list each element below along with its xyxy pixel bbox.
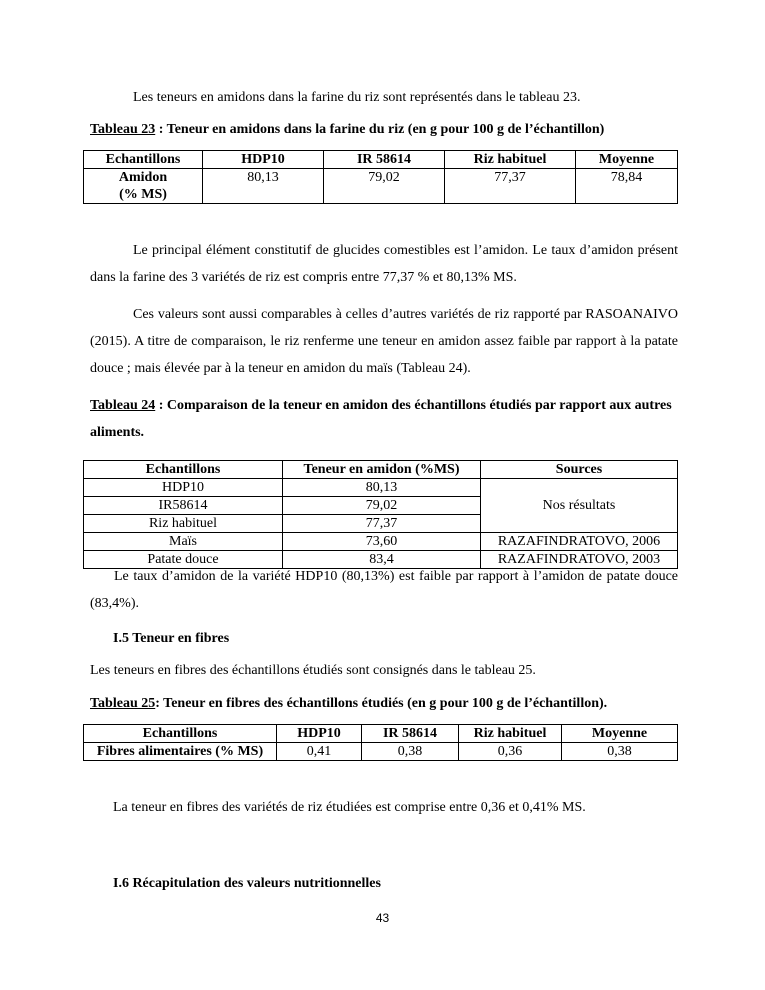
table-row [84, 743, 678, 761]
table-header-cell: Moyenne [576, 151, 678, 169]
paragraph-starch-range: Le principal élément constitutif de glucides comestibles est l’amidon. Le taux d’amidon présent dans la farine des 3 variétés de riz est compris entre 77,37 % et 80,13% MS. [90, 243, 678, 285]
table-header-cell: Moyenne [562, 725, 678, 743]
table-24-caption-label: Tableau 24 [90, 398, 156, 413]
table-23-caption [90, 116, 680, 143]
table-25-caption [90, 690, 680, 717]
table-header-cell: Teneur en amidon (%MS) [283, 461, 481, 479]
table-cell: Maïs [84, 533, 283, 551]
table-cell: 78,84 [576, 169, 678, 204]
table-cell: 73,60 [283, 533, 481, 551]
table-cell: 79,02 [283, 497, 481, 515]
table-23 [83, 150, 678, 204]
table-23-caption-label: Tableau 23 [90, 122, 156, 137]
table-header-cell: IR 58614 [362, 725, 459, 743]
table-cell: RAZAFINDRATOVO, 2003 [481, 551, 678, 569]
table-row [84, 169, 678, 204]
table-row-label: Fibres alimentaires (% MS) [84, 743, 277, 761]
table-header-cell: Sources [481, 461, 678, 479]
table-23-caption-text: : Teneur en amidons dans la farine du riz (en g pour 100 g de l’échantillon) [155, 122, 605, 137]
table-header-cell: Riz habituel [459, 725, 562, 743]
paragraph-fibres-range: La teneur en fibres des variétés de riz étudiées est comprise entre 0,36 et 0,41% MS. [113, 800, 586, 815]
table-cell: 79,02 [324, 169, 445, 204]
table-cell: 77,37 [445, 169, 576, 204]
table-row [84, 479, 678, 497]
table-header-cell: HDP10 [203, 151, 324, 169]
table-cell: 0,41 [277, 743, 362, 761]
table-cell: 80,13 [283, 479, 481, 497]
table-cell: 77,37 [283, 515, 481, 533]
row-label-line1: Amidon [118, 170, 168, 185]
table-row [84, 461, 678, 479]
table-row [84, 725, 678, 743]
table-cell: RAZAFINDRATOVO, 2006 [481, 533, 678, 551]
paragraph-fibres-intro: Les teneurs en fibres des échantillons étudiés sont consignés dans le tableau 25. [90, 663, 536, 678]
row-label-line2: (% MS) [119, 187, 167, 202]
table-24-caption [90, 392, 680, 446]
table-header-cell: IR 58614 [324, 151, 445, 169]
table-24-caption-text: : Comparaison de la teneur en amidon des échantillons étudiés par rapport aux autres aliments. [90, 398, 672, 440]
table-25-caption-label: Tableau 25 [90, 696, 156, 711]
page-number: 43 [375, 911, 390, 925]
table-25-caption-text: : Teneur en fibres des échantillons étudiés (en g pour 100 g de l’échantillon). [155, 696, 608, 711]
table-header-cell: Riz habituel [445, 151, 576, 169]
table-header-cell: Echantillons [84, 461, 283, 479]
intro-sentence: Les teneurs en amidons dans la farine du riz sont représentés dans le tableau 23. [133, 90, 581, 105]
table-cell: 0,38 [562, 743, 678, 761]
table-header-cell: Echantillons [84, 151, 203, 169]
table-header-cell: HDP10 [277, 725, 362, 743]
table-24 [83, 460, 678, 569]
table-cell: IR58614 [84, 497, 283, 515]
table-cell: 83,4 [283, 551, 481, 569]
table-row [84, 533, 678, 551]
table-cell: 0,36 [459, 743, 562, 761]
paragraph-hdp10-vs-patate: Le taux d’amidon de la variété HDP10 (80,13%) est faible par rapport à l’amidon de patate douce (83,4%). [90, 569, 678, 611]
table-cell: 80,13 [203, 169, 324, 204]
table-cell-merged-source: Nos résultats [481, 479, 678, 533]
table-row [84, 151, 678, 169]
table-cell: Riz habituel [84, 515, 283, 533]
section-heading-fibres: I.5 Teneur en fibres [113, 631, 230, 646]
table-header-cell: Echantillons [84, 725, 277, 743]
table-cell: HDP10 [84, 479, 283, 497]
table-cell: Patate douce [84, 551, 283, 569]
table-cell: 0,38 [362, 743, 459, 761]
paragraph-comparison: Ces valeurs sont aussi comparables à celles d’autres variétés de riz rapporté par RASOANAIVO (2015). A titre de comparaison, le riz renferme une teneur en amidon assez faible par rapport à la patate douce ; mais élevée par à la teneur en amidon du maïs (Tableau 24). [90, 307, 678, 376]
section-heading-recap: I.6 Récapitulation des valeurs nutritionnelles [113, 876, 381, 891]
table-row-label [84, 169, 203, 204]
table-25 [83, 724, 678, 761]
